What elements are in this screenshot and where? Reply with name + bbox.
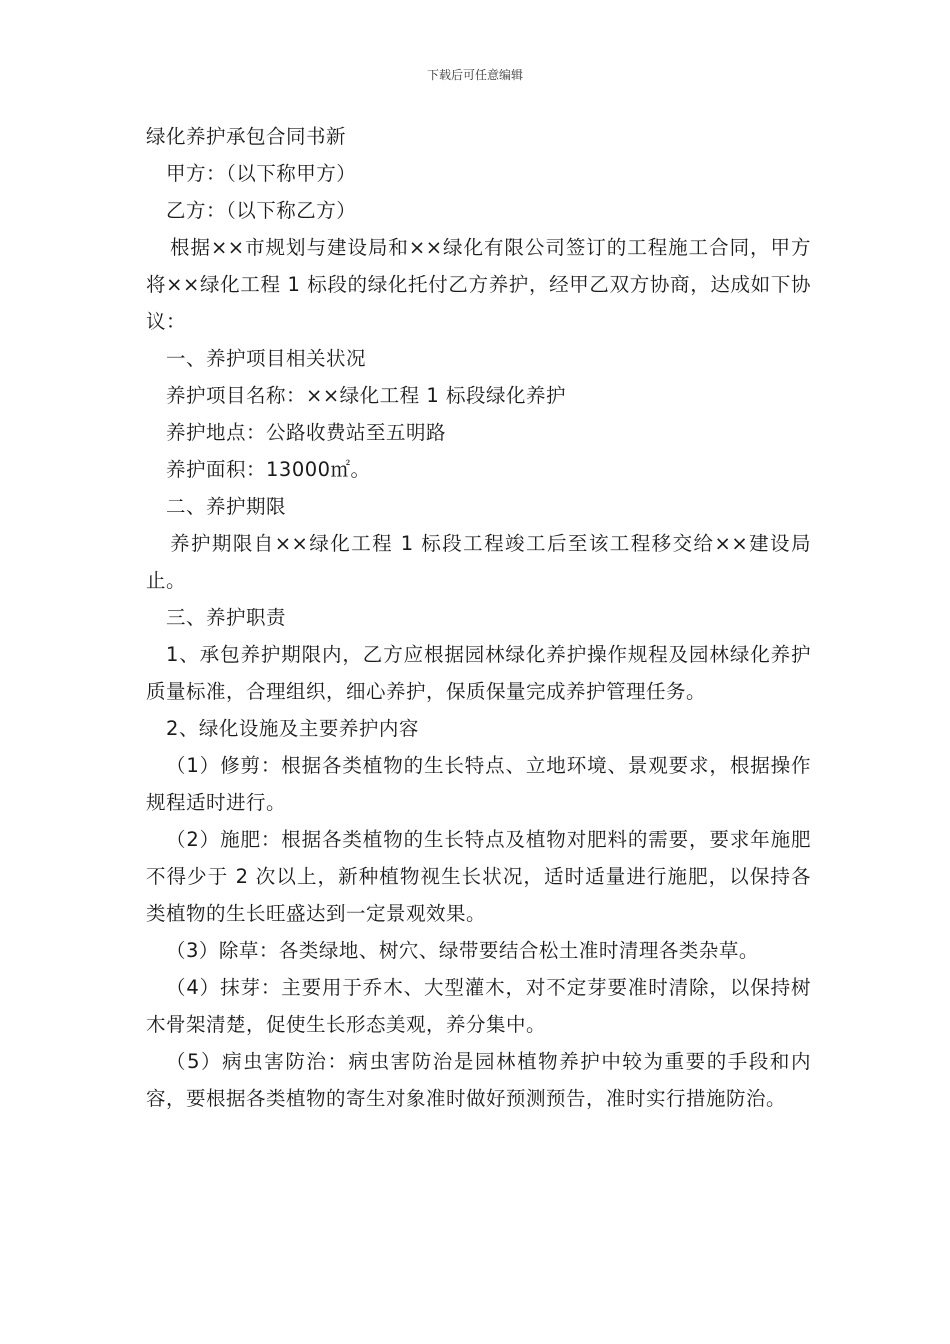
party-a-line: 甲方：（以下称甲方）	[166, 162, 357, 185]
section-3-heading: 三、养护职责	[166, 606, 287, 629]
item-1-pruning: （1）修剪：根据各类植物的生长特点、立地环境、景观要求，根据操作规程适时进行。	[146, 754, 811, 814]
item-4-debudding: （4）抹芽：主要用于乔木、大型灌木，对不定芽要准时清除，以保持树木骨架清楚，促使生长形态美观，养分集中。	[146, 976, 811, 1036]
location-line: 养护地点：公路收费站至五明路	[166, 421, 447, 444]
document-title: 绿化养护承包合同书新	[146, 125, 347, 148]
duty-2-heading: 2、绿化设施及主要养护内容	[166, 717, 419, 740]
party-b-line: 乙方：（以下称乙方）	[166, 199, 357, 222]
section-1-heading: 一、养护项目相关状况	[166, 347, 367, 370]
term-paragraph: 养护期限自××绿化工程 1 标段工程竣工后至该工程移交给××建设局止。	[146, 532, 811, 592]
project-name-line: 养护项目名称：××绿化工程 1 标段绿化养护	[166, 384, 566, 407]
item-5-pest-control: （5）病虫害防治：病虫害防治是园林植物养护中较为重要的手段和内容，要根据各类植物的寄生对象准时做好预测预告，准时实行措施防治。	[146, 1050, 811, 1110]
document-body	[146, 118, 811, 1117]
item-3-weeding: （3）除草：各类绿地、树穴、绿带要结合松土准时清理各类杂草。	[166, 939, 759, 962]
intro-paragraph: 根据××市规划与建设局和××绿化有限公司签订的工程施工合同，甲方将××绿化工程 1 标段的绿化托付乙方养护，经甲乙双方协商，达成如下协议：	[146, 236, 811, 333]
item-2-fertilizing: （2）施肥：根据各类植物的生长特点及植物对肥料的需要，要求年施肥不得少于 2 次以上，新种植物视生长状况，适时适量进行施肥，以保持各类植物的生长旺盛达到一定景观效果。	[146, 828, 811, 925]
section-2-heading: 二、养护期限	[166, 495, 287, 518]
page-header: 下载后可任意编辑	[426, 68, 523, 82]
duty-1-paragraph: 1、承包养护期限内，乙方应根据园林绿化养护操作规程及园林绿化养护质量标准，合理组织，细心养护，保质保量完成养护管理任务。	[146, 643, 811, 703]
area-line: 养护面积：13000㎡。	[166, 458, 371, 481]
